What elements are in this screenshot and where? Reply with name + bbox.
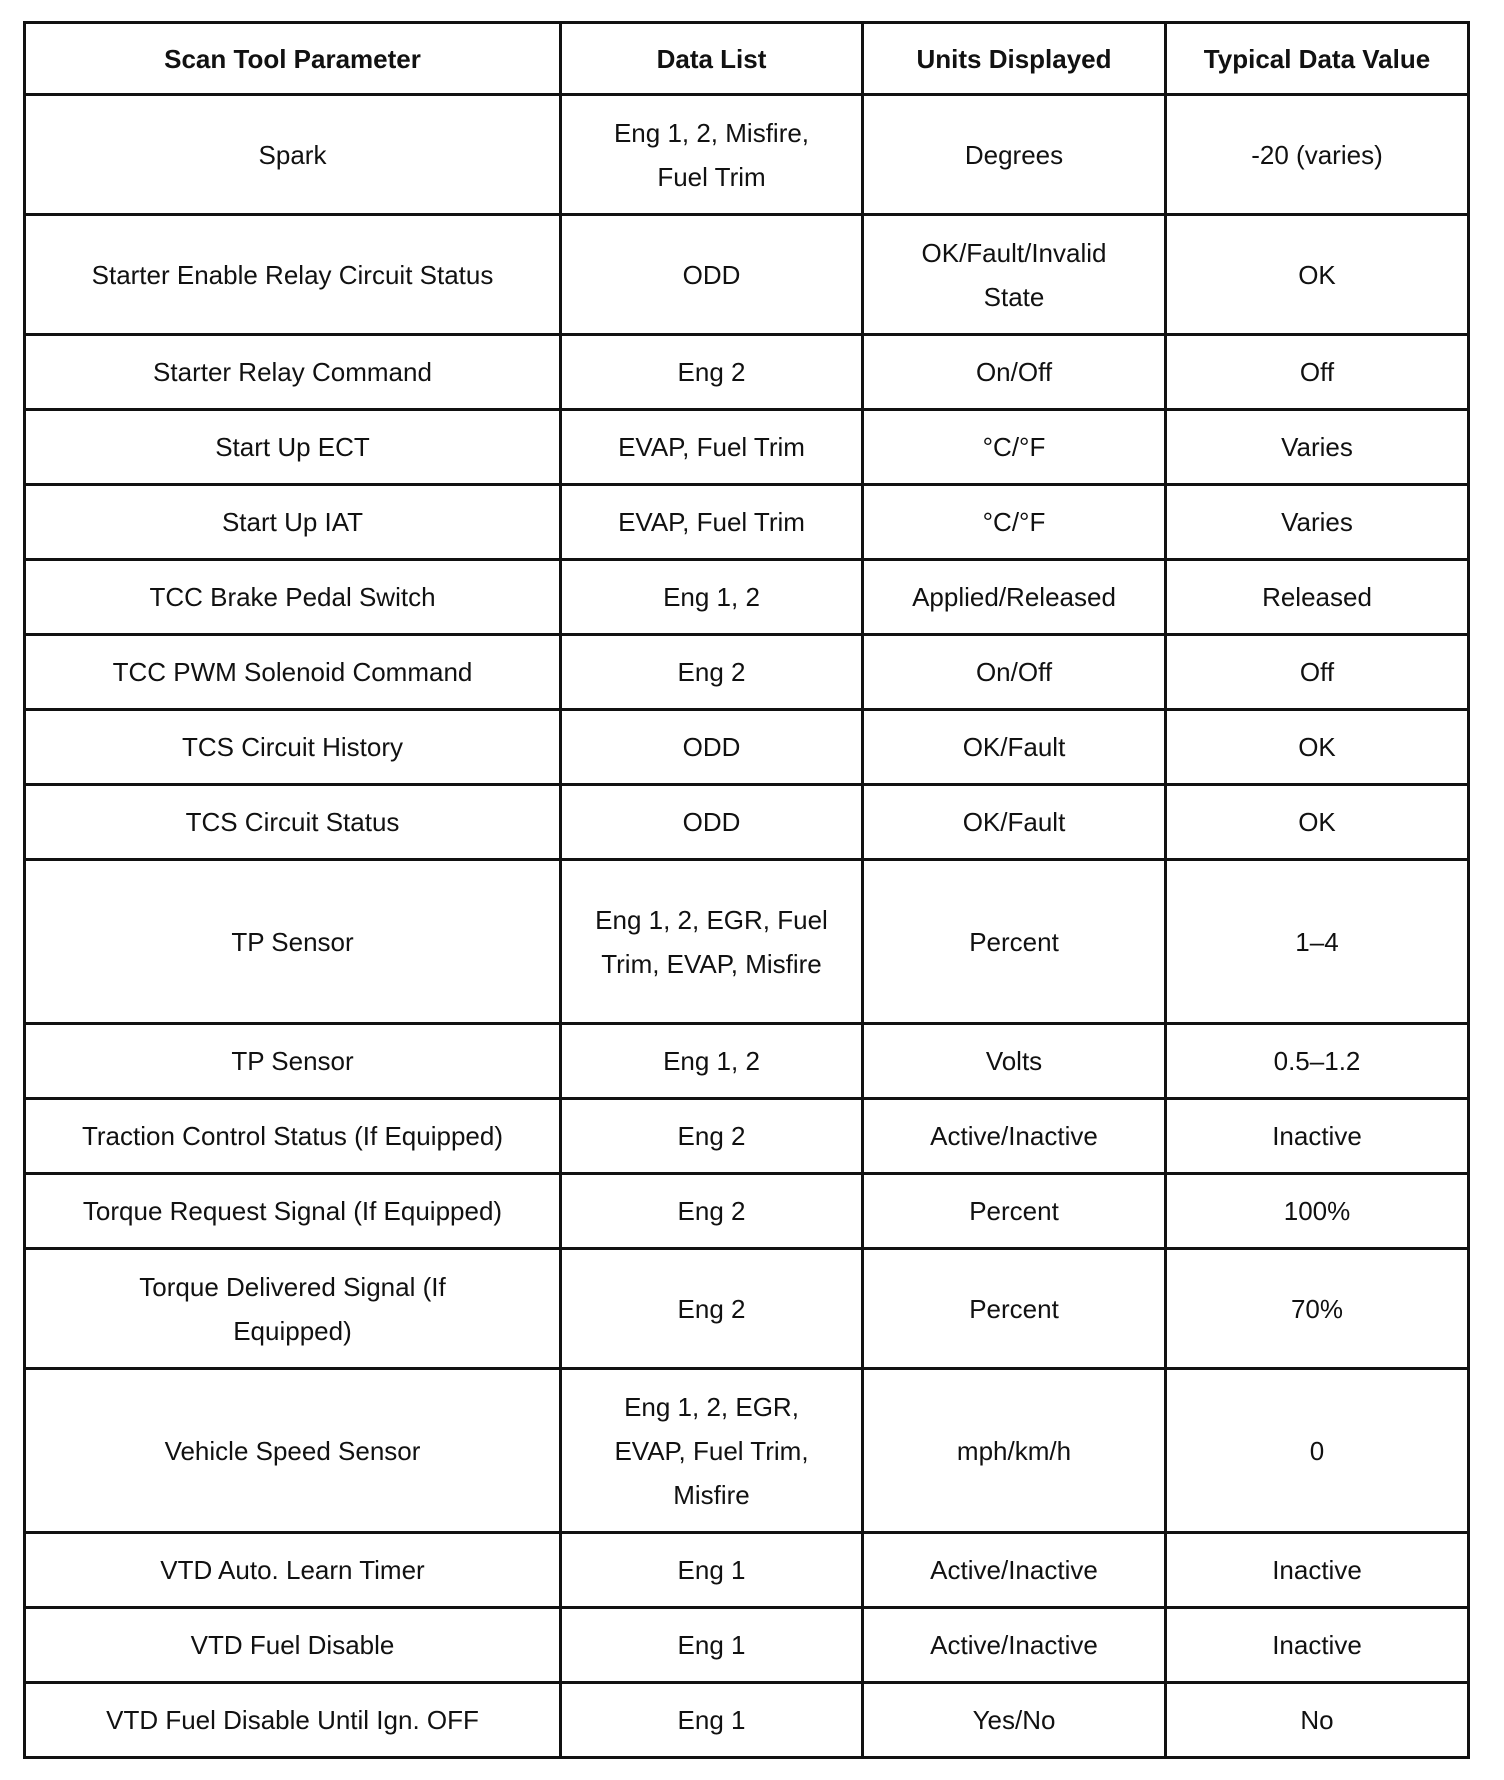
cell-typical-value: Varies bbox=[1166, 485, 1469, 560]
cell-parameter: Starter Enable Relay Circuit Status bbox=[25, 215, 561, 335]
cell-data-list: ODD bbox=[561, 710, 863, 785]
cell-parameter: TP Sensor bbox=[25, 860, 561, 1024]
scan-tool-table-container bbox=[23, 21, 1467, 1759]
cell-parameter: Start Up ECT bbox=[25, 410, 561, 485]
cell-typical-value: Off bbox=[1166, 335, 1469, 410]
cell-typical-value: Released bbox=[1166, 560, 1469, 635]
cell-units: Percent bbox=[863, 1174, 1166, 1249]
cell-typical-value: 0.5–1.2 bbox=[1166, 1024, 1469, 1099]
cell-units: Active/Inactive bbox=[863, 1533, 1166, 1608]
cell-typical-value: 70% bbox=[1166, 1249, 1469, 1369]
table-row bbox=[25, 1683, 1469, 1758]
table-row bbox=[25, 710, 1469, 785]
cell-data-list: Eng 2 bbox=[561, 1099, 863, 1174]
cell-data-list: ODD bbox=[561, 215, 863, 335]
cell-data-list: Eng 1, 2 bbox=[561, 1024, 863, 1099]
cell-data-list: EVAP, Fuel Trim bbox=[561, 410, 863, 485]
cell-units: Yes/No bbox=[863, 1683, 1166, 1758]
cell-parameter: TCS Circuit History bbox=[25, 710, 561, 785]
cell-parameter: Start Up IAT bbox=[25, 485, 561, 560]
table-header-row bbox=[25, 23, 1469, 95]
cell-data-list: Eng 1, 2, EGR, EVAP, Fuel Trim, Misfire bbox=[561, 1369, 863, 1533]
table-row bbox=[25, 860, 1469, 1024]
cell-units: Percent bbox=[863, 1249, 1166, 1369]
cell-units: OK/Fault bbox=[863, 710, 1166, 785]
cell-data-list: Eng 2 bbox=[561, 635, 863, 710]
cell-parameter: VTD Fuel Disable bbox=[25, 1608, 561, 1683]
cell-units: OK/Fault/Invalid State bbox=[863, 215, 1166, 335]
cell-typical-value: No bbox=[1166, 1683, 1469, 1758]
cell-units: Volts bbox=[863, 1024, 1166, 1099]
cell-data-list: Eng 1, 2, Misfire, Fuel Trim bbox=[561, 95, 863, 215]
cell-units: Applied/Released bbox=[863, 560, 1166, 635]
table-row bbox=[25, 1533, 1469, 1608]
table-row bbox=[25, 1249, 1469, 1369]
column-header-typical-value: Typical Data Value bbox=[1166, 23, 1469, 95]
cell-parameter: TP Sensor bbox=[25, 1024, 561, 1099]
cell-parameter: TCC PWM Solenoid Command bbox=[25, 635, 561, 710]
cell-units: °C/°F bbox=[863, 410, 1166, 485]
cell-typical-value: -20 (varies) bbox=[1166, 95, 1469, 215]
cell-typical-value: OK bbox=[1166, 785, 1469, 860]
cell-parameter: Torque Delivered Signal (If Equipped) bbox=[25, 1249, 561, 1369]
cell-units: On/Off bbox=[863, 335, 1166, 410]
cell-data-list: Eng 1 bbox=[561, 1683, 863, 1758]
cell-typical-value: Inactive bbox=[1166, 1608, 1469, 1683]
cell-typical-value: OK bbox=[1166, 215, 1469, 335]
cell-data-list: Eng 2 bbox=[561, 1249, 863, 1369]
cell-units: Degrees bbox=[863, 95, 1166, 215]
table-row bbox=[25, 1024, 1469, 1099]
table-row bbox=[25, 1174, 1469, 1249]
cell-data-list: Eng 1, 2 bbox=[561, 560, 863, 635]
cell-units: °C/°F bbox=[863, 485, 1166, 560]
cell-parameter: Torque Request Signal (If Equipped) bbox=[25, 1174, 561, 1249]
cell-typical-value: Inactive bbox=[1166, 1099, 1469, 1174]
cell-parameter: Spark bbox=[25, 95, 561, 215]
cell-units: Active/Inactive bbox=[863, 1608, 1166, 1683]
table-row bbox=[25, 1099, 1469, 1174]
table-row bbox=[25, 215, 1469, 335]
cell-data-list: Eng 2 bbox=[561, 1174, 863, 1249]
cell-parameter: Vehicle Speed Sensor bbox=[25, 1369, 561, 1533]
table-row bbox=[25, 560, 1469, 635]
cell-parameter: TCS Circuit Status bbox=[25, 785, 561, 860]
cell-parameter: VTD Auto. Learn Timer bbox=[25, 1533, 561, 1608]
table-row bbox=[25, 485, 1469, 560]
cell-typical-value: 1–4 bbox=[1166, 860, 1469, 1024]
cell-typical-value: Varies bbox=[1166, 410, 1469, 485]
scan-tool-parameter-table bbox=[23, 21, 1470, 1759]
table-row bbox=[25, 1608, 1469, 1683]
table-row bbox=[25, 635, 1469, 710]
table-row bbox=[25, 785, 1469, 860]
cell-typical-value: Inactive bbox=[1166, 1533, 1469, 1608]
cell-typical-value: 100% bbox=[1166, 1174, 1469, 1249]
column-header-parameter: Scan Tool Parameter bbox=[25, 23, 561, 95]
cell-parameter: Traction Control Status (If Equipped) bbox=[25, 1099, 561, 1174]
table-row bbox=[25, 335, 1469, 410]
cell-units: Percent bbox=[863, 860, 1166, 1024]
cell-units: mph/km/h bbox=[863, 1369, 1166, 1533]
cell-parameter: VTD Fuel Disable Until Ign. OFF bbox=[25, 1683, 561, 1758]
table-row bbox=[25, 1369, 1469, 1533]
column-header-units: Units Displayed bbox=[863, 23, 1166, 95]
cell-parameter: TCC Brake Pedal Switch bbox=[25, 560, 561, 635]
cell-data-list: ODD bbox=[561, 785, 863, 860]
cell-units: Active/Inactive bbox=[863, 1099, 1166, 1174]
cell-data-list: Eng 2 bbox=[561, 335, 863, 410]
cell-typical-value: Off bbox=[1166, 635, 1469, 710]
cell-units: On/Off bbox=[863, 635, 1166, 710]
column-header-data-list: Data List bbox=[561, 23, 863, 95]
cell-parameter: Starter Relay Command bbox=[25, 335, 561, 410]
cell-units: OK/Fault bbox=[863, 785, 1166, 860]
cell-data-list: Eng 1 bbox=[561, 1533, 863, 1608]
table-row bbox=[25, 410, 1469, 485]
cell-data-list: Eng 1, 2, EGR, Fuel Trim, EVAP, Misfire bbox=[561, 860, 863, 1024]
cell-typical-value: OK bbox=[1166, 710, 1469, 785]
cell-typical-value: 0 bbox=[1166, 1369, 1469, 1533]
table-row bbox=[25, 95, 1469, 215]
cell-data-list: EVAP, Fuel Trim bbox=[561, 485, 863, 560]
cell-data-list: Eng 1 bbox=[561, 1608, 863, 1683]
